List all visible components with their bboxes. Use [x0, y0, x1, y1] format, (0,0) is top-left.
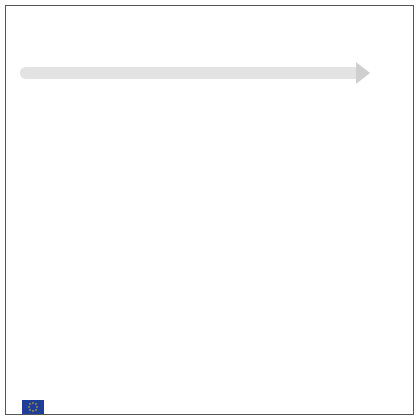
eu-flag-icon [22, 400, 44, 414]
timeline-arrow-tip [356, 62, 370, 84]
timeline-arrow [20, 67, 360, 79]
